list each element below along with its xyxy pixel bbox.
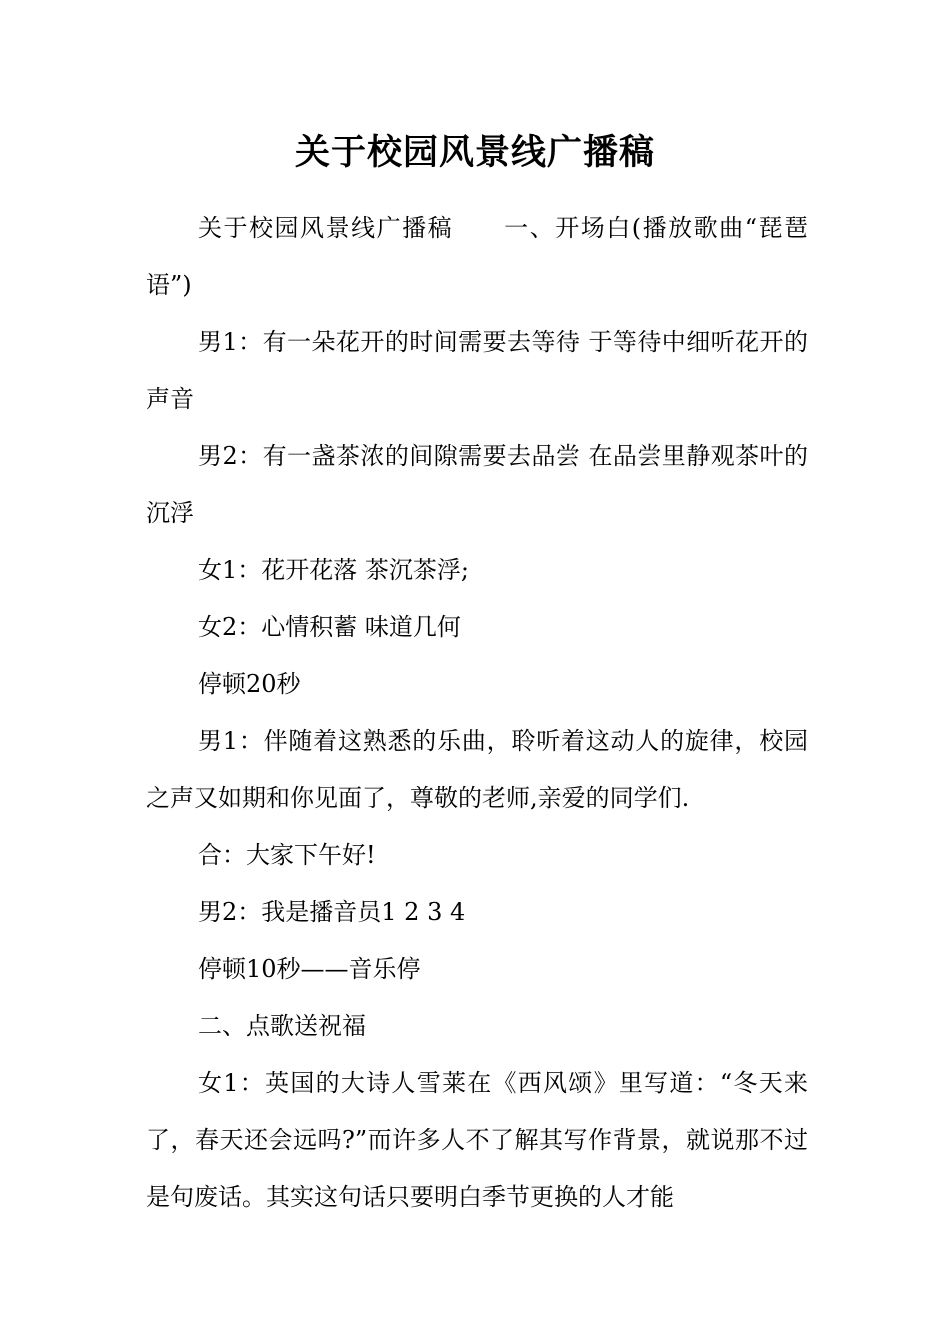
paragraph-male1-line2: 男1：伴随着这熟悉的乐曲，聆听着这动人的旋律，校园之声又如期和你见面了，尊敬的老师,亲爱的同学们. — [146, 727, 808, 812]
paragraph-pause-10s: 停顿10秒——音乐停 — [198, 955, 421, 983]
paragraph-together: 合：大家下午好! — [198, 841, 376, 869]
paragraph-male1-line1: 男1：有一朵花开的时间需要去等待 于等待中细听花开的声音 — [146, 328, 808, 413]
paragraph-female1-line1: 女1：花开花落 茶沉茶浮; — [198, 556, 469, 584]
document-body — [146, 200, 808, 1226]
paragraph-female2-line1: 女2：心情积蓄 味道几何 — [198, 613, 461, 641]
paragraph-female1-line2: 女1：英国的大诗人雪莱在《西风颂》里写道：“冬天来了，春天还会远吗?”而许多人不了解其写作背景，就说那不过是句废话。其实这句话只要明白季节更换的人才能 — [146, 1069, 808, 1211]
paragraph-pause-20s: 停顿20秒 — [198, 670, 301, 698]
document-title: 关于校园风景线广播稿 — [294, 132, 655, 173]
paragraph-intro: 关于校园风景线广播稿 一、开场白(播放歌曲“琵琶语”) — [146, 214, 808, 299]
paragraph-male2-line1: 男2：有一盏茶浓的间隙需要去品尝 在品尝里静观茶叶的沉浮 — [146, 442, 808, 527]
section-heading-2: 二、点歌送祝福 — [198, 1012, 366, 1040]
paragraph-male2-line2: 男2：我是播音员1 2 3 4 — [198, 898, 466, 926]
